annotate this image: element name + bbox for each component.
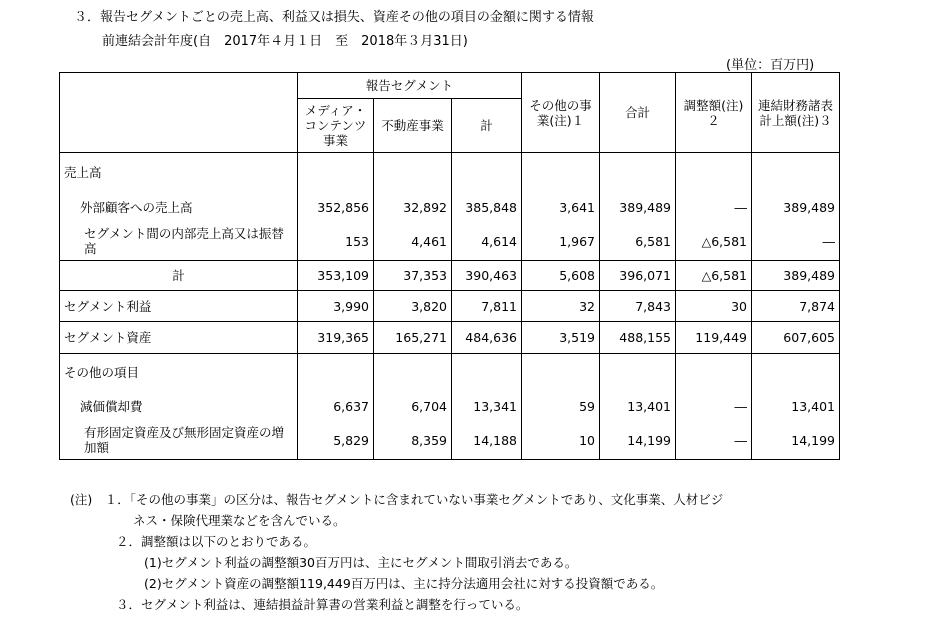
- row-label: 計: [60, 261, 298, 291]
- unit-label: (単位：百万円): [726, 58, 815, 73]
- fiscal-period: 前連結会計年度(自 2017年４月１日 至 2018年３月31日): [102, 34, 468, 49]
- header-blank: [60, 73, 298, 153]
- footnote-line: (2)セグメント資産の調整額119,449百万円は、主に持分法適用会社に対する投資額である。: [144, 576, 664, 591]
- cell-value: 32: [522, 291, 600, 322]
- row-label: セグメント間の内部売上高又は振替高: [60, 223, 298, 261]
- section-title: ３．報告セグメントごとの売上高、利益又は損失、資産その他の項目の金額に関する情報: [74, 10, 594, 25]
- header-reportable-segment: 報告セグメント: [298, 73, 522, 99]
- header-other-business: その他の事業(注)１: [522, 73, 600, 153]
- cell-value: 7,843: [600, 291, 676, 322]
- cell-value: 14,199: [752, 422, 840, 460]
- other-items-heading-row: [60, 354, 840, 392]
- cell-value: 3,641: [522, 193, 600, 223]
- cell-value: 5,829: [298, 422, 374, 460]
- cell-value: 607,605: [752, 322, 840, 354]
- cell-value: 484,636: [452, 322, 522, 354]
- cell-value: 488,155: [600, 322, 676, 354]
- sales-heading-row: [60, 153, 840, 193]
- footnotes: [70, 489, 723, 615]
- header-real-estate: 不動産事業: [374, 99, 452, 153]
- row-label: セグメント資産: [60, 322, 298, 354]
- table-row: [60, 193, 840, 223]
- cell-value: 389,489: [752, 261, 840, 291]
- cell-value: 319,365: [298, 322, 374, 354]
- cell-value: 353,109: [298, 261, 374, 291]
- cell-value: 3,519: [522, 322, 600, 354]
- cell-value: 14,199: [600, 422, 676, 460]
- cell-value: 385,848: [452, 193, 522, 223]
- cell-value: 119,449: [676, 322, 752, 354]
- cell-value: △6,581: [676, 261, 752, 291]
- row-label-other-items: その他の項目: [60, 354, 298, 392]
- cell-value: 13,401: [752, 392, 840, 422]
- cell-value: 396,071: [600, 261, 676, 291]
- row-label: 外部顧客への売上高: [60, 193, 298, 223]
- cell-value: 30: [676, 291, 752, 322]
- cell-value: ―: [676, 422, 752, 460]
- cell-value: 389,489: [752, 193, 840, 223]
- cell-value: ―: [676, 193, 752, 223]
- cell-value: 6,704: [374, 392, 452, 422]
- header-subtotal: 計: [452, 99, 522, 153]
- cell-value: 3,820: [374, 291, 452, 322]
- cell-value: 7,811: [452, 291, 522, 322]
- cell-value: 13,401: [600, 392, 676, 422]
- cell-value: ―: [752, 223, 840, 261]
- cell-value: ―: [676, 392, 752, 422]
- table-row: [60, 392, 840, 422]
- table-row: [60, 422, 840, 460]
- cell-value: 389,489: [600, 193, 676, 223]
- segment-table: [59, 72, 840, 460]
- footnote-line: (注) １．「その他の事業」の区分は、報告セグメントに含まれていない事業セグメントであり、文化事業、人材ビジ: [70, 492, 724, 507]
- header-total: 合計: [600, 73, 676, 153]
- cell-value: 59: [522, 392, 600, 422]
- cell-value: 4,461: [374, 223, 452, 261]
- table-row-total: [60, 261, 840, 291]
- row-label: セグメント利益: [60, 291, 298, 322]
- cell-value: 37,353: [374, 261, 452, 291]
- cell-value: 10: [522, 422, 600, 460]
- header-media-contents: メディア・コンテンツ事業: [298, 99, 374, 153]
- cell-value: 7,874: [752, 291, 840, 322]
- row-label: 減価償却費: [60, 392, 298, 422]
- table-row: [60, 291, 840, 322]
- footnote-line: ネス・保険代理業などを含んでいる。: [133, 513, 346, 528]
- cell-value: △6,581: [676, 223, 752, 261]
- row-label: 有形固定資産及び無形固定資産の増加額: [60, 422, 298, 460]
- table-row: [60, 223, 840, 261]
- header-row-1: [60, 73, 840, 99]
- cell-value: 13,341: [452, 392, 522, 422]
- cell-value: 1,967: [522, 223, 600, 261]
- header-adjustment: 調整額(注)２: [676, 73, 752, 153]
- footnote-line: ３．セグメント利益は、連結損益計算書の営業利益と調整を行っている。: [116, 597, 529, 612]
- header-consolidated: 連結財務諸表計上額(注)３: [752, 73, 840, 153]
- cell-value: 4,614: [452, 223, 522, 261]
- cell-value: 14,188: [452, 422, 522, 460]
- cell-value: 390,463: [452, 261, 522, 291]
- cell-value: 6,581: [600, 223, 676, 261]
- table-row: [60, 322, 840, 354]
- cell-value: 5,608: [522, 261, 600, 291]
- row-label-sales: 売上高: [60, 153, 298, 193]
- cell-value: 6,637: [298, 392, 374, 422]
- cell-value: 32,892: [374, 193, 452, 223]
- cell-value: 8,359: [374, 422, 452, 460]
- cell-value: 352,856: [298, 193, 374, 223]
- cell-value: 153: [298, 223, 374, 261]
- cell-value: 165,271: [374, 322, 452, 354]
- footnote-line: (1)セグメント利益の調整額30百万円は、主にセグメント間取引消去である。: [144, 555, 578, 570]
- footnote-line: ２．調整額は以下のとおりである。: [116, 534, 317, 549]
- cell-value: 3,990: [298, 291, 374, 322]
